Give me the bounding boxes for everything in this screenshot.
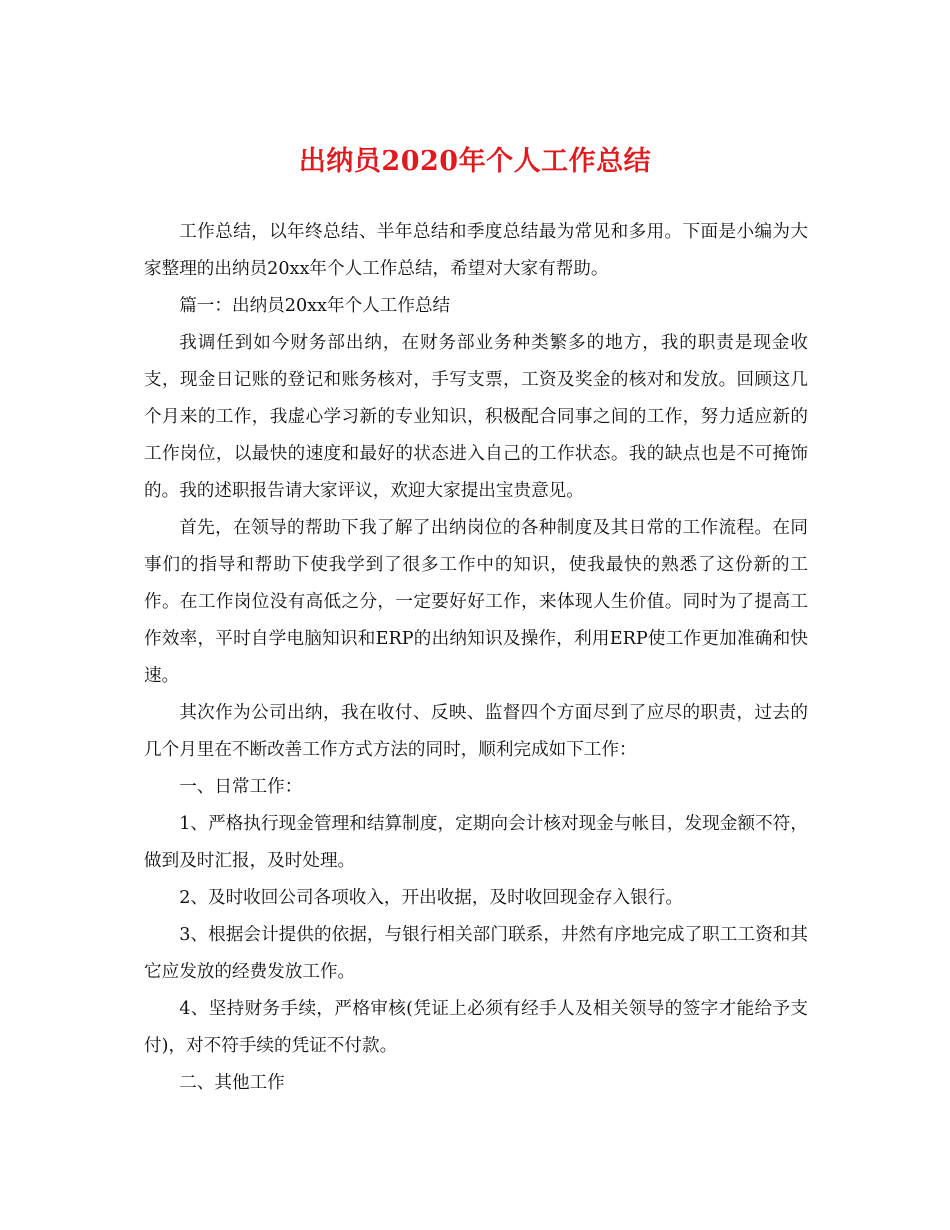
paragraph-first: 首先，在领导的帮助下我了解了出纳岗位的各种制度及其日常的工作流程。在同事们的指导和帮助下使我学到了很多工作中的知识，使我最快的熟悉了这份新的工作。在工作岗位没有高低之分，一定要好好工作，来体现人生价值。同时为了提高工作效率，平时自学电脑知识和ERP的出纳知识及操作，利用ERP使工作更加准确和快速。 — [144, 518, 808, 686]
document-title: 出纳员2020年个人工作总结 — [298, 146, 652, 177]
list-item-2: 2、及时收回公司各项收入，开出收据，及时收回现金存入银行。 — [179, 888, 684, 908]
paragraph-second: 其次作为公司出纳，我在收付、反映、监督四个方面尽到了应尽的职责，过去的几个月里在不断改善工作方式方法的同时，顺利完成如下工作： — [144, 703, 808, 760]
paragraph-intro: 工作总结，以年终总结、半年总结和季度总结最为常见和多用。下面是小编为大家整理的出纳员20xx年个人工作总结，希望对大家有帮助。 — [144, 222, 808, 279]
paragraph-role: 我调任到如今财务部出纳，在财务部业务种类繁多的地方，我的职责是现金收支，现金日记账的登记和账务核对，手写支票，工资及奖金的核对和发放。回顾这几个月来的工作，我虚心学习新的专业知识，积极配合同事之间的工作，努力适应新的工作岗位，以最快的速度和最好的状态进入自己的工作状态。我的缺点也是不可掩饰的。我的述职报告请大家评议，欢迎大家提出宝贵意见。 — [144, 333, 808, 501]
document-body — [144, 214, 808, 1102]
section-heading-part-one: 篇一：出纳员20xx年个人工作总结 — [179, 296, 451, 316]
section-heading-other-work: 二、其他工作 — [179, 1073, 285, 1093]
list-item-1: 1、严格执行现金管理和结算制度，定期向会计核对现金与帐目，发现金额不符，做到及时汇报，及时处理。 — [144, 814, 808, 871]
list-item-3: 3、根据会计提供的依据，与银行相关部门联系，井然有序地完成了职工工资和其它应发放的经费发放工作。 — [144, 925, 808, 982]
list-item-4: 4、坚持财务手续，严格审核(凭证上必须有经手人及相关领导的签字才能给予支付)，对不符手续的凭证不付款。 — [144, 999, 808, 1056]
section-heading-daily-work: 一、日常工作： — [179, 777, 303, 797]
